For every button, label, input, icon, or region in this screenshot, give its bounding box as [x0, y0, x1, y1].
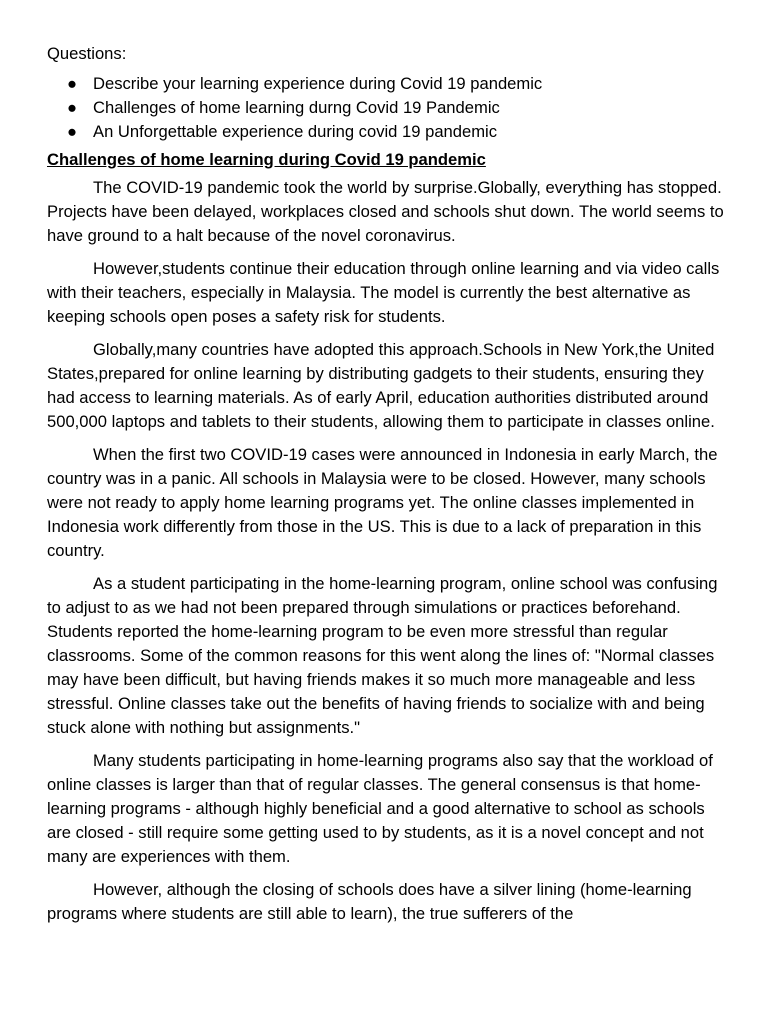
essay-paragraph: Globally,many countries have adopted this approach.Schools in New York,the United States,prepared for online learning by distributing gadgets to their students, ensuring they had access to learning materials. As of early April, education authorities distributed around 500,000 laptops and tablets to their students, allowing them to participate in classes online.: [47, 340, 715, 431]
bullet-icon: ●: [67, 122, 78, 141]
essay-paragraph: When the first two COVID-19 cases were announced in Indonesia in early March, the country was in a panic. All schools in Malaysia were to be closed. However, many schools were not ready to apply home learning programs yet. The online classes implemented in Indonesia work differently from those in the US. This is due to a lack of preparation in this country.: [47, 445, 718, 560]
question-text: An Unforgettable experience during covid 19 pandemic: [93, 122, 498, 141]
bullet-icon: ●: [67, 98, 78, 117]
questions-list: [47, 72, 727, 144]
list-item: [47, 120, 727, 144]
essay-paragraph: Many students participating in home-learning programs also say that the workload of online classes is larger than that of regular classes. The general consensus is that home-learning programs - although highly beneficial and a good alternative to school as schools are closed - still require some getting used to by students, as it is a novel concept and not many are experiences with them.: [47, 751, 713, 866]
bullet-icon: ●: [67, 74, 78, 93]
document-page: [47, 42, 727, 935]
question-text: Describe your learning experience during Covid 19 pandemic: [93, 74, 543, 93]
essay-title: Challenges of home learning during Covid 19 pandemic: [47, 150, 486, 169]
essay-paragraph: The COVID-19 pandemic took the world by surprise.Globally, everything has stopped. Projects have been delayed, workplaces closed and schools shut down. The world seems to have ground to a halt because of the novel coronavirus.: [47, 178, 724, 245]
questions-label: Questions:: [47, 44, 127, 63]
essay-paragraph: However,students continue their education through online learning and via video calls with their teachers, especially in Malaysia. The model is currently the best alternative as keeping schools open poses a safety risk for students.: [47, 259, 720, 326]
list-item: [47, 72, 727, 96]
essay-paragraph: However, although the closing of schools does have a silver lining (home-learning programs where students are still able to learn), the true sufferers of the: [47, 880, 692, 923]
question-text: Challenges of home learning durng Covid 19 Pandemic: [93, 98, 500, 117]
essay-paragraph: As a student participating in the home-learning program, online school was confusing to adjust to as we had not been prepared through simulations or practices beforehand. Students reported the home-learning program to be even more stressful than regular classrooms. Some of the common reasons for this went along the lines of: "Normal classes may have been difficult, but having friends makes it so much more manageable and less stressful. Online classes take out the benefits of having friends to socialize with and being stuck alone with nothing but assignments.": [47, 574, 718, 737]
list-item: [47, 96, 727, 120]
